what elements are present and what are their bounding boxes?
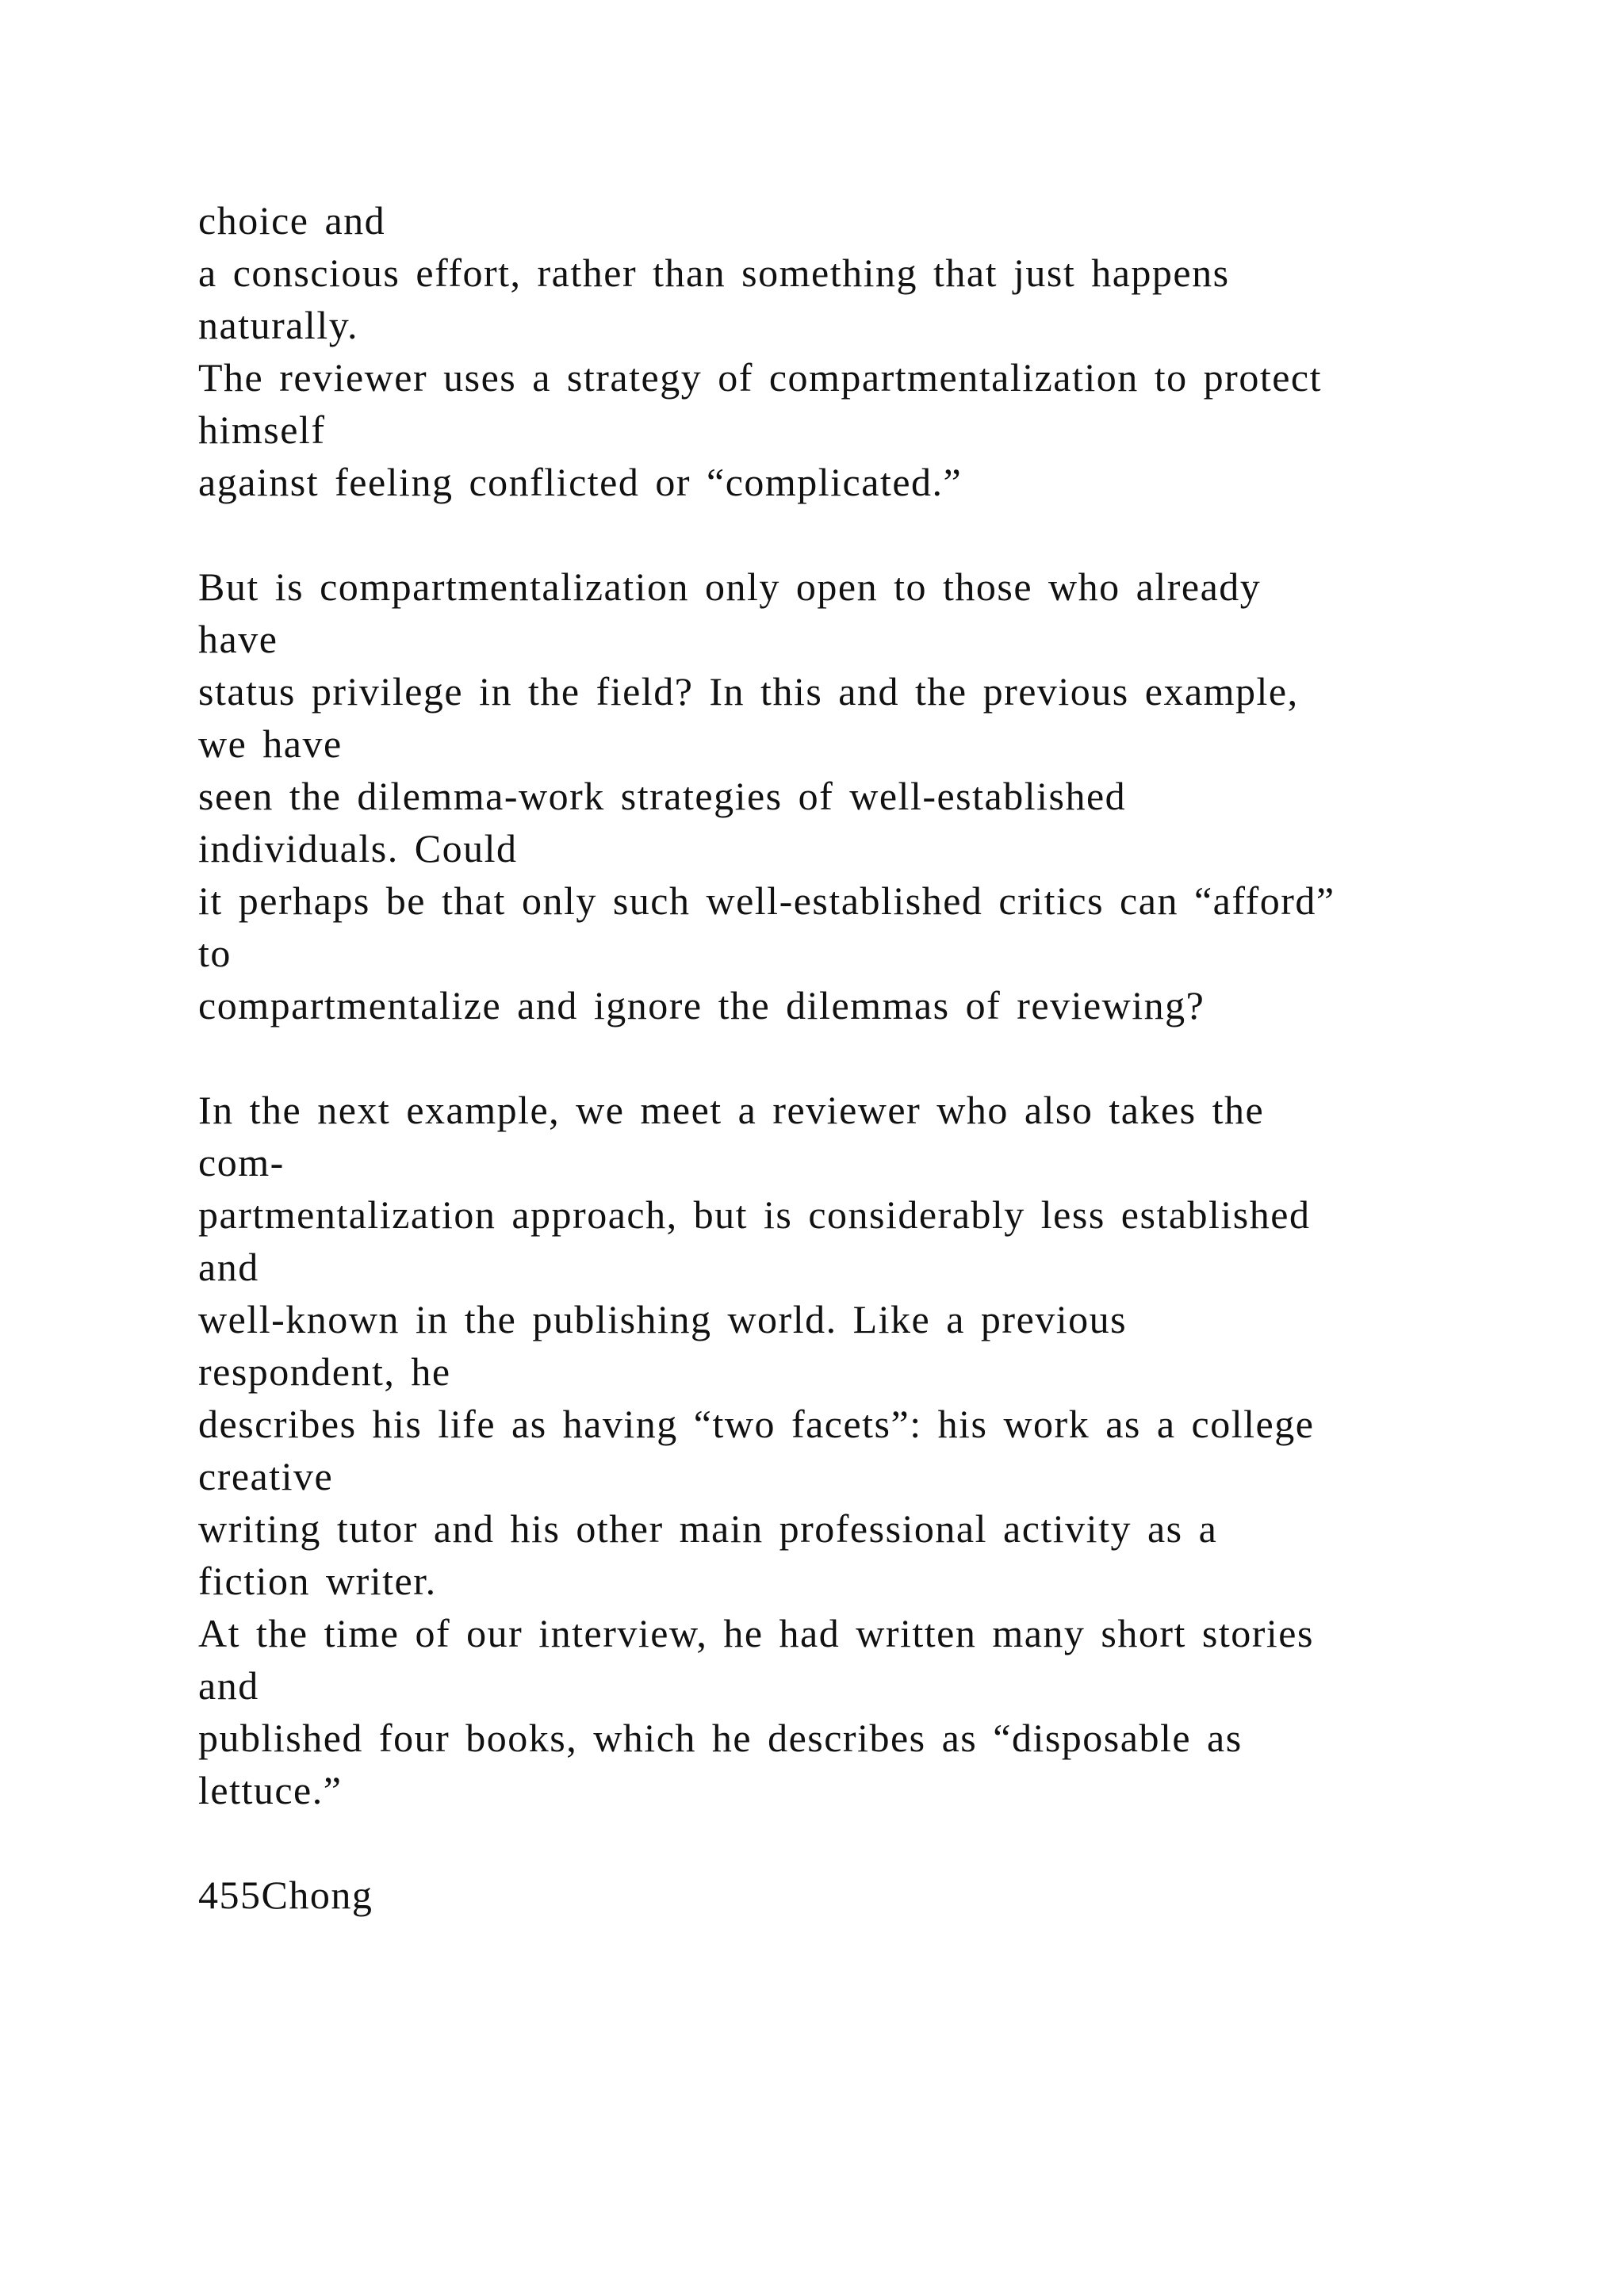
text-line: and xyxy=(198,1245,259,1289)
text-line: writing tutor and his other main professional activity as a xyxy=(198,1506,1218,1551)
body-text xyxy=(198,194,1546,1921)
text-line: individuals. Could xyxy=(198,826,518,871)
text-line: published four books, which he describes as “disposable as xyxy=(198,1716,1243,1760)
paragraph-break xyxy=(198,1816,1546,1869)
paragraph-break xyxy=(198,1031,1546,1084)
text-line: status privilege in the field? In this and the previous example, xyxy=(198,669,1299,714)
text-line: The reviewer uses a strategy of compartmentalization to protect xyxy=(198,355,1322,400)
text-line: partmentalization approach, but is considerably less established xyxy=(198,1192,1311,1237)
text-line: against feeling conflicted or “complicated.” xyxy=(198,460,963,504)
text-line: well-known in the publishing world. Like a previous xyxy=(198,1297,1128,1341)
text-line: In the next example, we meet a reviewer who also takes the xyxy=(198,1088,1265,1132)
paragraph-break xyxy=(198,508,1546,561)
text-line: At the time of our interview, he had written many short stories xyxy=(198,1611,1314,1655)
text-line: and xyxy=(198,1663,259,1708)
text-line: naturally. xyxy=(198,303,358,347)
text-line: fiction writer. xyxy=(198,1559,437,1603)
text-line: it perhaps be that only such well-established critics can “afford” xyxy=(198,878,1335,923)
text-line: respondent, he xyxy=(198,1349,451,1394)
text-line: have xyxy=(198,617,278,661)
text-line: creative xyxy=(198,1454,334,1498)
text-line: describes his life as having “two facets”: his work as a college xyxy=(198,1402,1315,1446)
page-footer: 455Chong xyxy=(198,1873,373,1917)
text-line: choice and xyxy=(198,198,386,243)
text-line: himself xyxy=(198,408,326,452)
text-line: seen the dilemma-work strategies of well-established xyxy=(198,774,1127,818)
text-line: compartmentalize and ignore the dilemmas of reviewing? xyxy=(198,983,1205,1027)
text-line: lettuce.” xyxy=(198,1768,343,1812)
text-line: a conscious effort, rather than something that just happens xyxy=(198,251,1230,295)
text-line: to xyxy=(198,931,232,975)
text-line: com- xyxy=(198,1140,285,1184)
text-line: we have xyxy=(198,721,343,766)
text-line: But is compartmentalization only open to those who already xyxy=(198,564,1262,609)
